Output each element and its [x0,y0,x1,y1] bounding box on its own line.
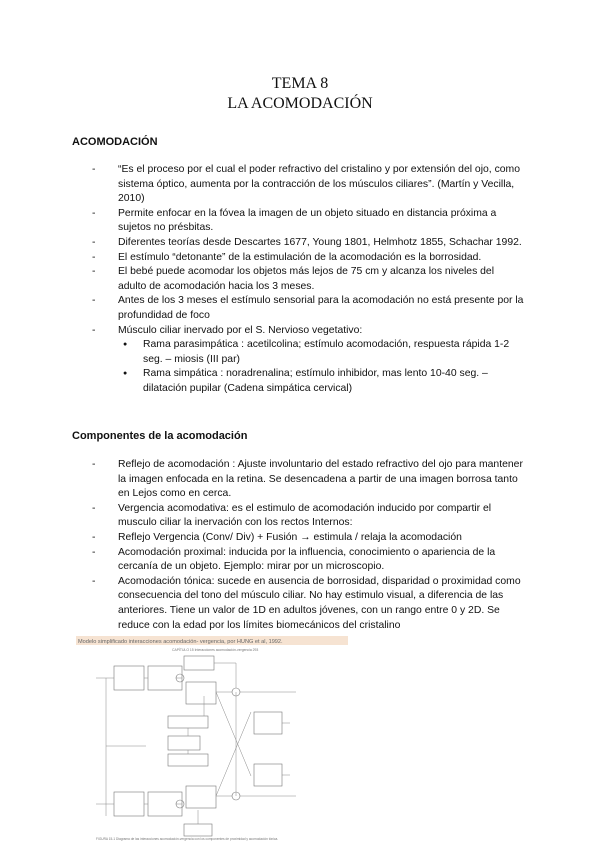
list-item: - Diferentes teorías desde Descartes 1677, Young 1801, Helmhotz 1855, Schachar 1992. [0,236,600,251]
list-item: - Antes de los 3 meses el estímulo sensorial para la acomodación no está presente por la profundidad de foco [0,294,600,323]
list-item: - Vergencia acomodativa: es el estimulo de acomodación inducido por compartir el musculo ciliar la inervación con los rectos Internos: [0,502,600,531]
tema-number: TEMA 8 [271,75,329,92]
list-item: - Reflejo Vergencia (Conv/ Div) + Fusión → estimula / relaja la acomodación [0,531,600,546]
box [168,736,200,750]
componentes-list [0,458,600,633]
box [114,666,144,690]
figure-caption: Modelo simplificado interacciones acomodación- vergencia, por HUNG et al, 1992. [78,639,283,645]
box [254,764,282,786]
figure-header: CAPÍTULO 15 Interacciones acomodación-vergencia 293 [172,648,259,652]
list-item: - El bebé puede acomodar los objetos más lejos de 75 cm y alcanza los niveles del adulto de acomodación hacia los 3 meses. [0,265,600,294]
diagram-connectors [96,663,296,824]
list-item [0,324,600,397]
accommodation-vergence-diagram [76,636,348,844]
sublist-item: ● Rama parasimpática : acetilcolina; estímulo acomodación, respuesta rápida 1-2 seg. – miosis (III par) [118,338,524,367]
list-item: - El estímulo “detonante” de la estimulación de la acomodación es la borrosidad. [0,251,600,266]
acomodacion-list [0,163,600,397]
figure-footnote: FIGURA 15-1 Diagrama de las interacciones acomodación-vergencia con los componentes de proximidad y acomodación tónica. [96,837,279,841]
list-item: - Permite enfocar en la fóvea la imagen de un objeto situado en distancia próxima a sujetos no présbitas. [0,207,600,236]
list-item: - Acomodación tónica: sucede en ausencia de borrosidad, disparidad o proximidad como consecuencia del tono del músculo ciliar. No hay estimulo visual, a diferencia de las anteriores. Tiene un valor de 1D en adultos jóvenes, con un rango entre 0 y 2D. Se reduce con la edad por los límites biomecánicos del cristalino [0,575,600,633]
box [254,712,282,734]
section-heading-componentes: Componentes de la acomodación [72,430,248,442]
sublist [118,338,524,396]
page-title: LA ACOMODACIÓN [227,95,373,112]
list-item: - Acomodación proximal: inducida por la influencia, conocimiento o apariencia de la cercanía de un objeto. Ejemplo: mirar por un microscopio. [0,546,600,575]
box [186,786,216,808]
box [184,656,214,670]
box [114,792,144,816]
sublist-item: ● Rama simpática : noradrenalina; estímulo inhibidor, mas lento 10-40 seg. – dilatación pupilar (Cadena simpática cervical) [118,367,524,396]
box [168,754,208,766]
section-heading-acomodacion: ACOMODACIÓN [72,136,158,148]
list-item-text: Músculo ciliar inervado por el S. Nervioso vegetativo: [118,324,363,336]
box [184,824,212,836]
box [168,716,208,728]
box [186,682,216,704]
list-item: - Reflejo de acomodación : Ajuste involuntario del estado refractivo del ojo para mantener la imagen enfocada en la retina. Se desencadena a partir de una imagen borrosa tanto en Lejos como en cerca. [0,458,600,502]
list-item: - “Es el proceso por el cual el poder refractivo del cristalino y por extensión del ojo, como sistema óptico, aumenta por la contracción de los músculos ciliares”. (Martín y Vecilla, 2010) [0,163,600,207]
